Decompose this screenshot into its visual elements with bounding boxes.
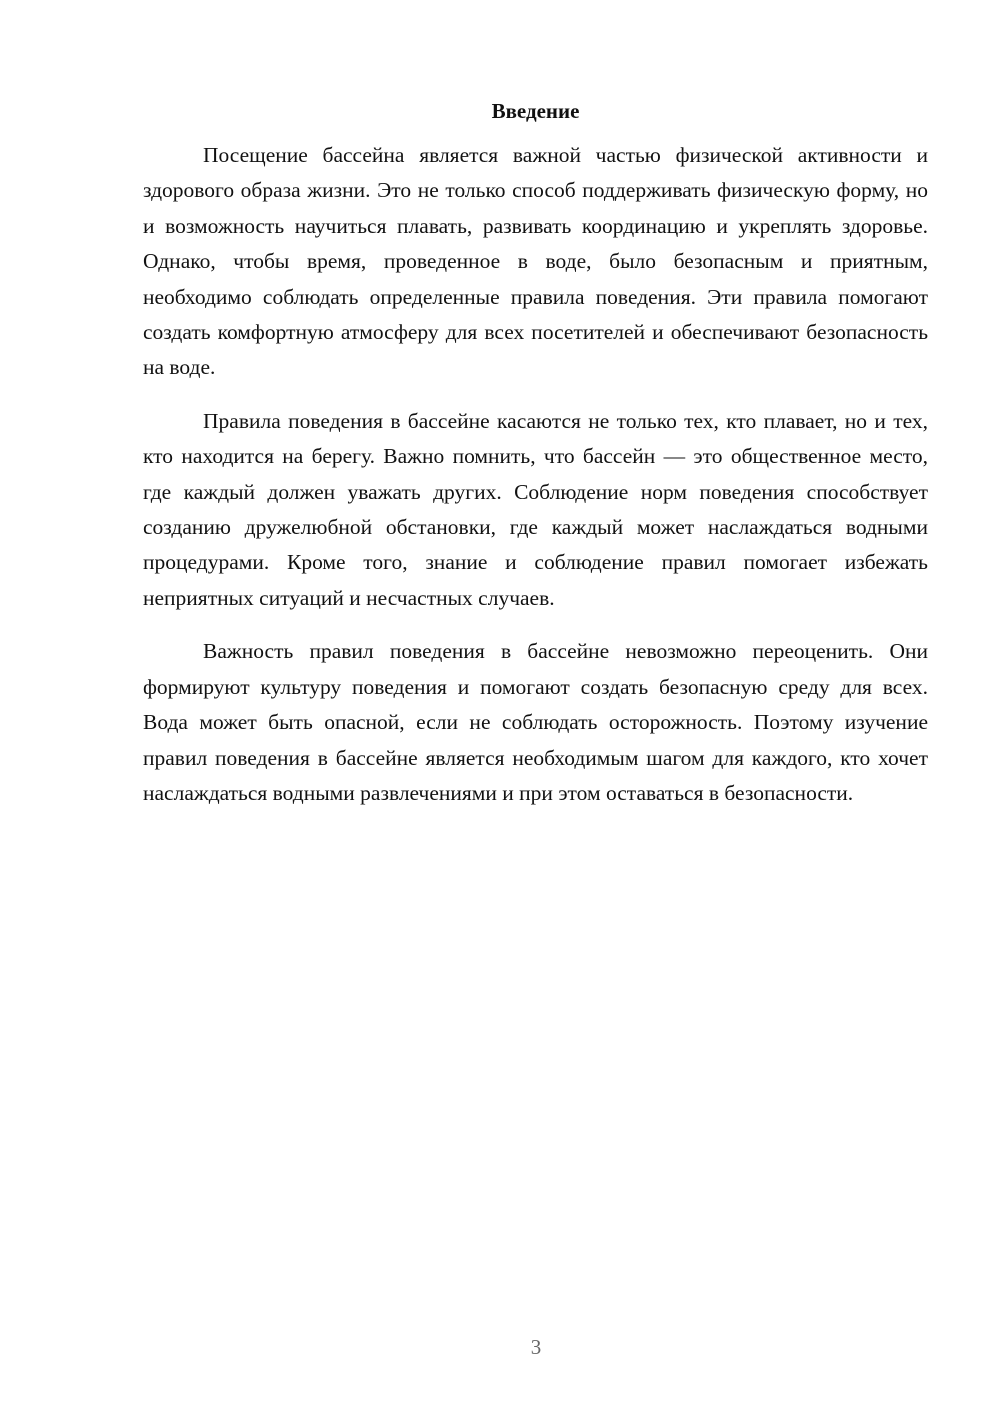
section-title: Введение (491, 99, 580, 123)
page-number: 3 (530, 1335, 542, 1359)
paragraph-3: Важность правил поведения в бассейне невозможно переоценить. Они формируют культуру поведения и помогают создать безопасную среду для всех. Вода может быть опасной, если не соблюдать осторожность. Поэтому изучение правил поведения в бассейне является необходимым шагом для каждого, кто хочет наслаждаться водными развлечениями и при этом оставаться в безопасности. (143, 639, 928, 805)
document-body (143, 96, 928, 829)
paragraph-2: Правила поведения в бассейне касаются не только тех, кто плавает, но и тех, кто находится на берегу. Важно помнить, что бассейн — это общественное место, где каждый должен уважать других. Соблюдение норм поведения способствует созданию дружелюбной обстановки, где каждый может наслаждаться водными процедурами. Кроме того, знание и соблюдение правил помогает избежать неприятных ситуаций и несчастных случаев. (143, 408, 928, 610)
paragraph-1: Посещение бассейна является важной частью физической активности и здорового образа жизни. Это не только способ поддерживать физическую форму, но и возможность научиться плавать, развивать координацию и укреплять здоровье. Однако, чтобы время, проведенное в воде, было безопасным и приятным, необходимо соблюдать определенные правила поведения. Эти правила помогают создать комфортную атмосферу для всех посетителей и обеспечивают безопасность на воде. (143, 143, 928, 380)
